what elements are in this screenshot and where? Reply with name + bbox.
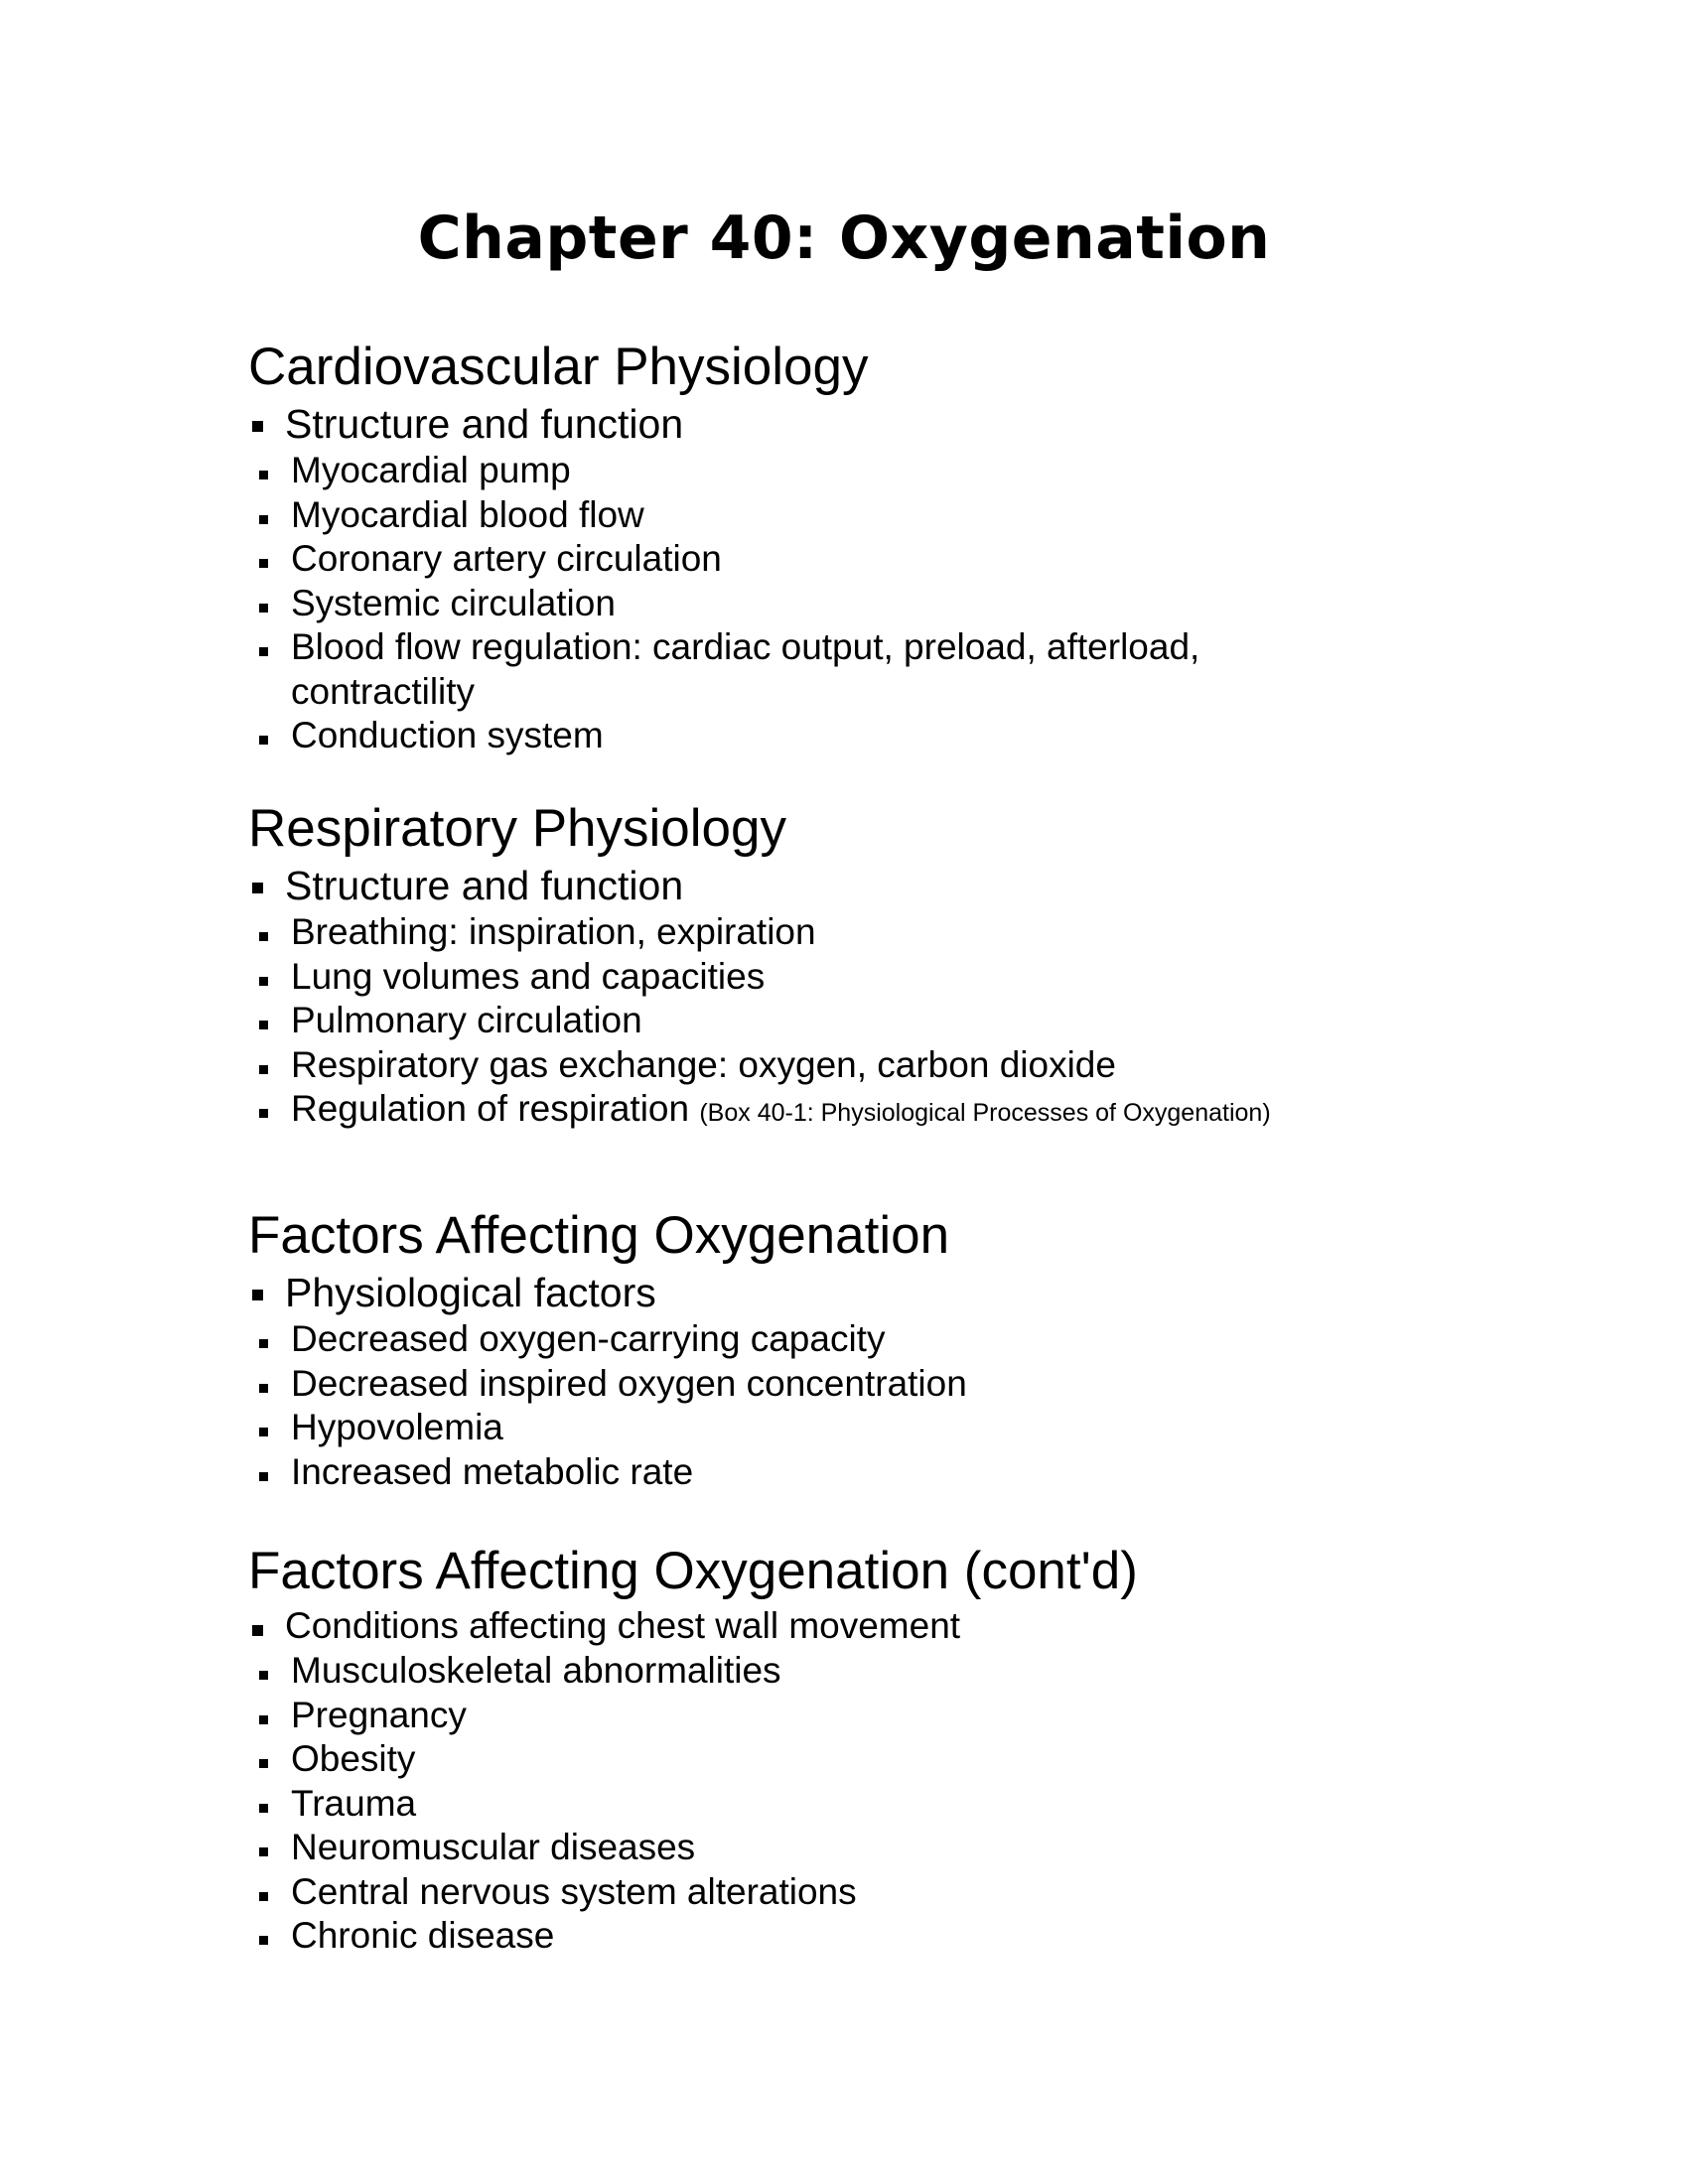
list-item <box>254 1362 1502 1407</box>
bullet-list <box>248 861 1539 910</box>
square-bullet-icon <box>259 1892 268 1901</box>
square-bullet-icon <box>259 647 268 656</box>
list-item <box>248 1603 1539 1649</box>
list-item-label: Structure and function <box>285 401 684 447</box>
section-heading: Factors Affecting Oxygenation <box>248 1206 950 1265</box>
list-item <box>248 399 1539 449</box>
square-bullet-icon <box>259 1339 268 1348</box>
list-item-label: Neuromuscular diseases <box>291 1827 696 1867</box>
list-item-label: Lung volumes and capacities <box>291 955 766 997</box>
list-item <box>248 861 1539 910</box>
square-bullet-icon <box>259 1804 268 1813</box>
list-item <box>254 1914 1502 1959</box>
list-item <box>254 910 1502 955</box>
list-item-label: Structure and function <box>285 863 684 908</box>
list-item-label: Central nervous system alterations <box>291 1870 857 1912</box>
square-bullet-icon <box>259 1671 268 1680</box>
list-item-label: Respiratory gas exchange: oxygen, carbon dioxide <box>291 1043 1116 1085</box>
list-item-label: Myocardial blood flow <box>291 493 644 535</box>
list-item <box>254 1870 1502 1915</box>
section-cardiovascular-physiology <box>248 338 1539 758</box>
square-bullet-icon <box>259 1715 268 1724</box>
square-bullet-icon <box>259 1759 268 1768</box>
square-bullet-icon <box>259 1847 268 1856</box>
section-factors-affecting-oxygenation-contd <box>248 1542 1539 1959</box>
list-item-label: Breathing: inspiration, expiration <box>291 911 816 952</box>
list-item-label: Pregnancy <box>291 1694 467 1735</box>
bullet-list <box>248 1268 1539 1317</box>
list-item-label: Trauma <box>291 1782 417 1824</box>
sub-bullet-list <box>211 1649 1502 1959</box>
square-bullet-icon <box>259 977 268 986</box>
square-bullet-icon <box>252 1290 263 1300</box>
bullet-list <box>248 399 1539 449</box>
section-heading: Cardiovascular Physiology <box>248 338 869 396</box>
page-title: Chapter 40: Oxygenation <box>417 204 1271 273</box>
square-bullet-icon <box>259 1472 268 1481</box>
list-item <box>254 582 1502 626</box>
list-item-label: Obesity <box>291 1738 416 1779</box>
square-bullet-icon <box>252 883 263 893</box>
list-item-label: Systemic circulation <box>291 582 616 623</box>
list-item-label: Coronary artery circulation <box>291 538 722 579</box>
section-heading: Factors Affecting Oxygenation (cont'd) <box>248 1542 1138 1600</box>
list-item-label: Musculoskeletal abnormalities <box>291 1650 781 1691</box>
section-factors-affecting-oxygenation <box>248 1206 1539 1494</box>
list-item-label: Blood flow regulation: cardiac output, preload, afterload, contractility <box>291 626 1200 712</box>
list-item <box>254 1406 1502 1450</box>
list-item-label: Chronic disease <box>291 1915 555 1956</box>
square-bullet-icon <box>259 932 268 941</box>
square-bullet-icon <box>259 604 268 613</box>
square-bullet-icon <box>252 1625 263 1636</box>
list-item <box>254 1737 1502 1782</box>
section-respiratory-physiology <box>248 799 1539 1136</box>
section-heading: Respiratory Physiology <box>248 799 787 858</box>
list-item <box>254 1694 1502 1738</box>
square-bullet-icon <box>259 1936 268 1945</box>
square-bullet-icon <box>259 471 268 479</box>
list-item <box>254 1826 1502 1870</box>
list-item <box>254 955 1502 1000</box>
list-item-label: Regulation of respiration <box>291 1088 690 1129</box>
sub-bullet-list <box>211 449 1502 758</box>
list-item-label: Hypovolemia <box>291 1407 503 1447</box>
list-item <box>254 493 1502 538</box>
list-item <box>254 1450 1502 1495</box>
list-item <box>248 1268 1539 1317</box>
square-bullet-icon <box>259 559 268 568</box>
square-bullet-icon <box>259 1428 268 1436</box>
list-item-label: Increased metabolic rate <box>291 1450 694 1492</box>
sub-bullet-list <box>211 1317 1502 1494</box>
list-item-label: Conditions affecting chest wall movement <box>285 1605 961 1646</box>
list-item <box>254 1087 1502 1136</box>
list-item <box>254 1782 1502 1827</box>
list-item <box>254 999 1502 1043</box>
list-item <box>254 1043 1502 1088</box>
list-item <box>254 625 1284 714</box>
list-item <box>254 714 1502 758</box>
square-bullet-icon <box>259 1021 268 1029</box>
list-item <box>254 449 1502 493</box>
list-item <box>254 1649 1502 1694</box>
list-item <box>254 1317 1502 1362</box>
list-item-label: Physiological factors <box>285 1270 656 1315</box>
bullet-list <box>248 1603 1539 1649</box>
list-item-label: Decreased oxygen-carrying capacity <box>291 1318 886 1359</box>
list-item <box>254 537 1502 582</box>
box-reference-note: (Box 40-1: Physiological Processes of Oxygenation) <box>699 1099 1271 1127</box>
square-bullet-icon <box>252 421 263 432</box>
sub-bullet-list <box>211 910 1502 1136</box>
square-bullet-icon <box>259 1384 268 1393</box>
square-bullet-icon <box>259 1109 268 1118</box>
square-bullet-icon <box>259 736 268 745</box>
list-item-label: Decreased inspired oxygen concentration <box>291 1362 967 1404</box>
list-item-label: Myocardial pump <box>291 450 571 490</box>
square-bullet-icon <box>259 1065 268 1074</box>
list-item-label: Conduction system <box>291 715 604 755</box>
list-item-label: Pulmonary circulation <box>291 1000 642 1040</box>
square-bullet-icon <box>259 515 268 524</box>
